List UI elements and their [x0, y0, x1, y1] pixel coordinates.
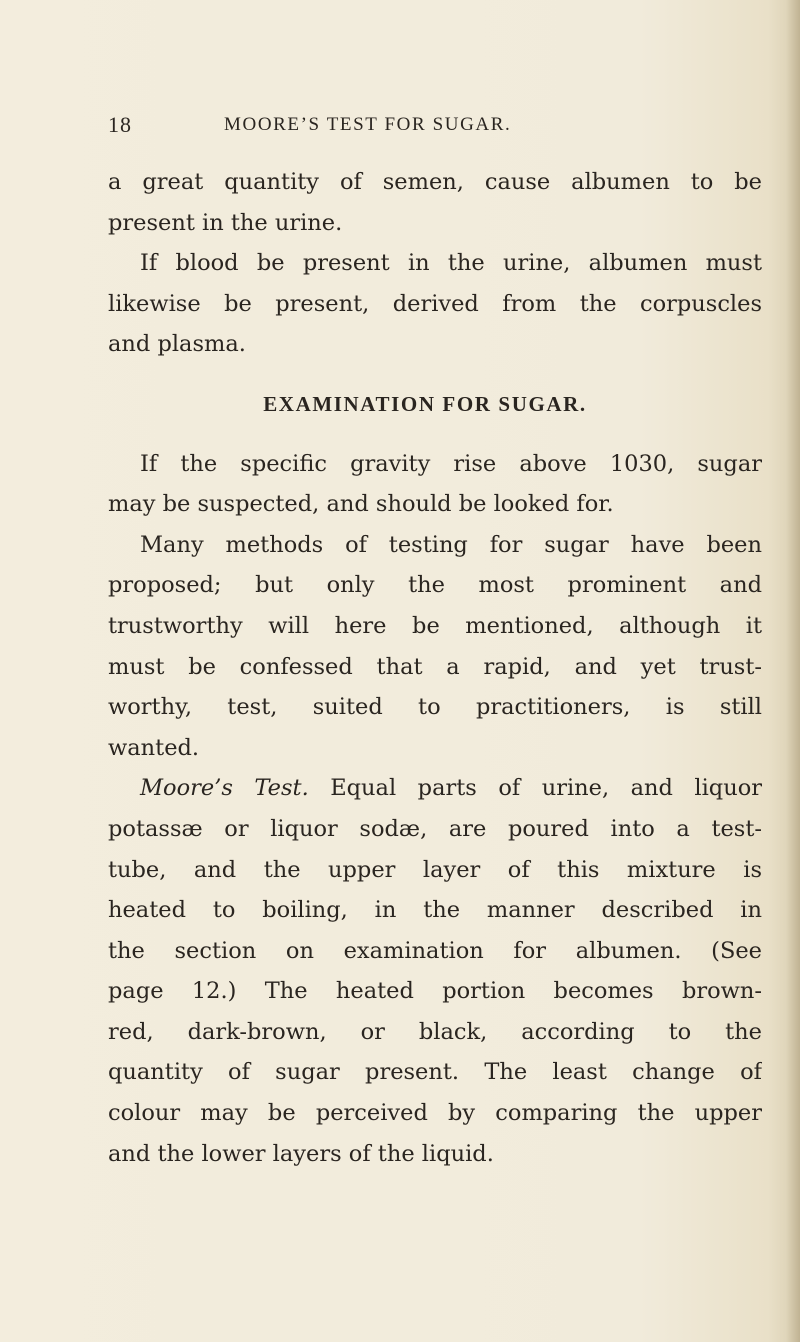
- text-line: a great quantity of semen, cause albumen to be: [108, 169, 762, 195]
- text-line: likewise be present, derived from the corpuscles: [108, 290, 762, 317]
- text-span: Equal parts of urine, and liquor: [330, 775, 762, 802]
- text-line: potassæ or liquor sodæ, are poured into a test-: [108, 815, 762, 842]
- text-line: colour may be perceived by comparing the upper: [108, 1100, 762, 1127]
- text-line: red, dark-brown, or black, according to the: [108, 1018, 762, 1045]
- text-line: If blood be present in the urine, albumen must: [140, 250, 762, 277]
- paragraph-albumen-semen: [108, 162, 762, 243]
- text-line: wanted.: [108, 734, 200, 761]
- paragraph-specific-gravity: [108, 444, 762, 525]
- running-title: MOORE’S TEST FOR SUGAR.: [224, 114, 512, 135]
- text-line: trustworthy will here be mentioned, although it: [108, 612, 762, 639]
- text-line: [108, 768, 762, 809]
- text-line: heated to boiling, in the manner described in: [108, 897, 762, 924]
- text-line: present in the urine.: [108, 209, 343, 236]
- page-header: [108, 112, 748, 146]
- text-line: and the lower layers of the liquid.: [108, 1140, 494, 1167]
- text-line: quantity of sugar present. The least change of: [108, 1059, 762, 1086]
- page-number: 18: [108, 112, 132, 137]
- text-line: tube, and the upper layer of this mixture is: [108, 856, 762, 883]
- text-line: If the specific gravity rise above 1030, sugar: [140, 450, 762, 477]
- moores-test-title: Moore’s Test.: [140, 775, 309, 802]
- paragraph-blood: [108, 243, 762, 365]
- page-edge-shadow: [786, 0, 800, 1342]
- text-line: Many methods of testing for sugar have been: [140, 531, 762, 558]
- text-line: the section on examination for albumen. (See: [108, 937, 762, 964]
- text-line: and plasma.: [108, 331, 246, 358]
- paragraph-moores-test: [108, 768, 762, 1174]
- text-line: may be suspected, and should be looked for.: [108, 491, 614, 518]
- text-line: must be confessed that a rapid, and yet trust-: [108, 653, 762, 680]
- text-line: proposed; but only the most prominent and: [108, 572, 762, 599]
- section-heading: EXAMINATION FOR SUGAR.: [263, 391, 587, 416]
- text-line: worthy, test, suited to practitioners, is still: [108, 694, 762, 721]
- paragraph-methods: [108, 525, 762, 769]
- text-line: page 12.) The heated portion becomes brown-: [108, 978, 762, 1005]
- page-body: [108, 162, 762, 1174]
